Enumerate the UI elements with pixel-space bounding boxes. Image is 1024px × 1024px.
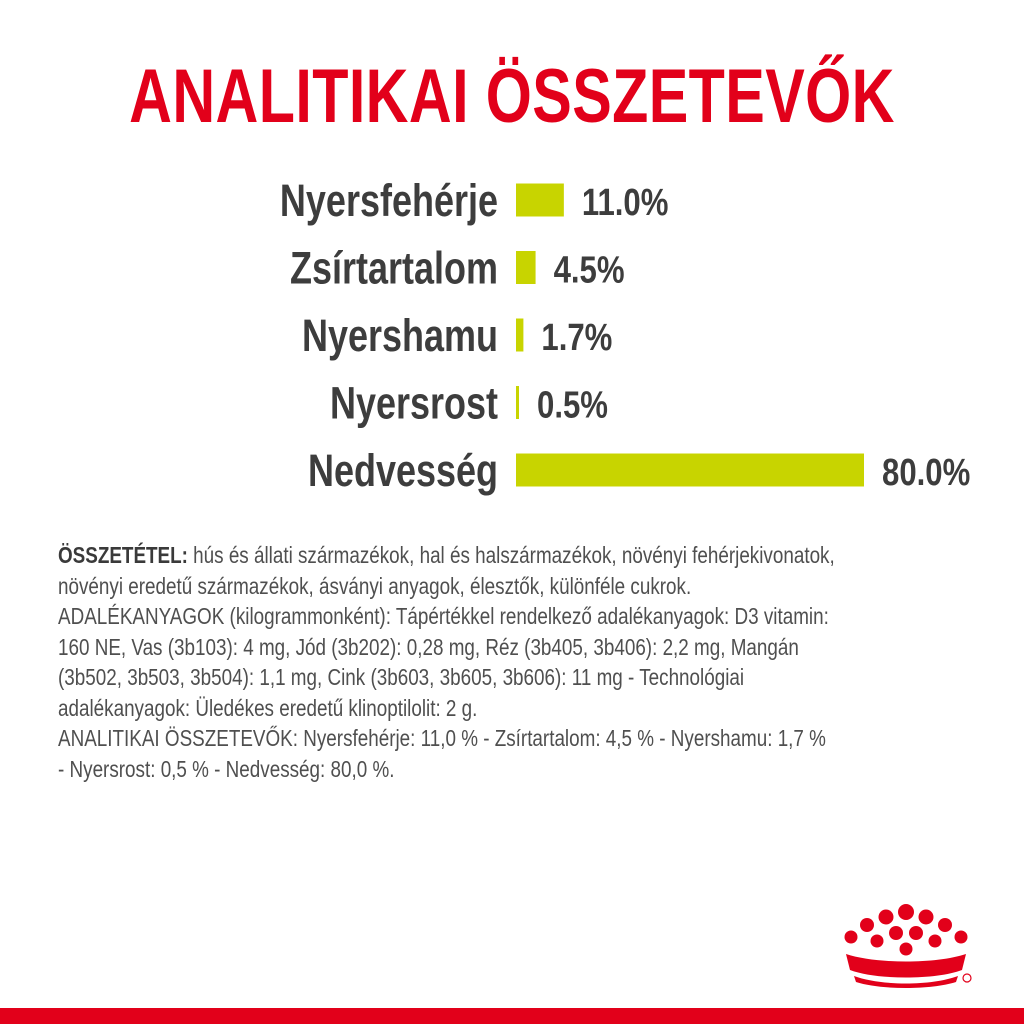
category-label: Nyersfehérje	[279, 175, 499, 226]
page-title: ANALITIKAI ÖSSZETEVŐK	[129, 54, 895, 139]
composition-line-6: ANALITIKAI ÖSSZETEVŐK: Nyersfehérje: 11,0 % - Zsírtartalom: 4,5 % - Nyershamu: 1,7 %	[58, 725, 826, 751]
bottom-brand-bar	[0, 1008, 1024, 1024]
category-label: Nyershamu	[301, 310, 499, 361]
bar	[516, 386, 519, 419]
bar	[516, 319, 523, 352]
composition-line-1: növényi eredetű származékok, ásványi anyagok, élesztők, különféle cukrok.	[58, 572, 692, 599]
value-label: 4.5%	[553, 249, 625, 292]
bar	[516, 184, 564, 217]
composition-text	[58, 540, 976, 784]
composition-line-0: ÖSSZETÉTEL: hús és állati származékok, hal és halszármazékok, növényi fehérjekivonatok,	[58, 542, 835, 568]
category-label: Nedvesség	[307, 445, 499, 496]
composition-line-4: (3b502, 3b503, 3b504): 1,1 mg, Cink (3b603, 3b605, 3b606): 11 mg - Technológiai	[58, 664, 745, 690]
value-label: 11.0%	[581, 182, 669, 224]
category-label: Zsírtartalom	[290, 242, 499, 294]
composition-label: ÖSSZETÉTEL:	[58, 542, 188, 568]
composition-line-3: 160 NE, Vas (3b103): 4 mg, Jód (3b202): 0,28 mg, Réz (3b405, 3b406): 2,2 mg, Mangán	[58, 633, 799, 660]
value-label: 1.7%	[541, 317, 613, 359]
crown-icon	[836, 900, 976, 990]
nutrient-bar-chart	[0, 160, 1024, 510]
bar	[516, 454, 864, 487]
composition-line-2: ADALÉKANYAGOK (kilogrammonként): Tápértékkel rendelkező adalékanyagok: D3 vitamin:	[58, 603, 829, 629]
composition-line-5: adalékanyagok: Üledékes eredetű klinoptilolit: 2 g.	[58, 694, 478, 721]
composition-line-7: - Nyersrost: 0,5 % - Nedvesség: 80,0 %.	[58, 755, 395, 782]
category-label: Nyersrost	[329, 377, 499, 429]
value-label: 0.5%	[537, 384, 608, 427]
bar	[516, 251, 536, 284]
value-label: 80.0%	[882, 452, 971, 494]
